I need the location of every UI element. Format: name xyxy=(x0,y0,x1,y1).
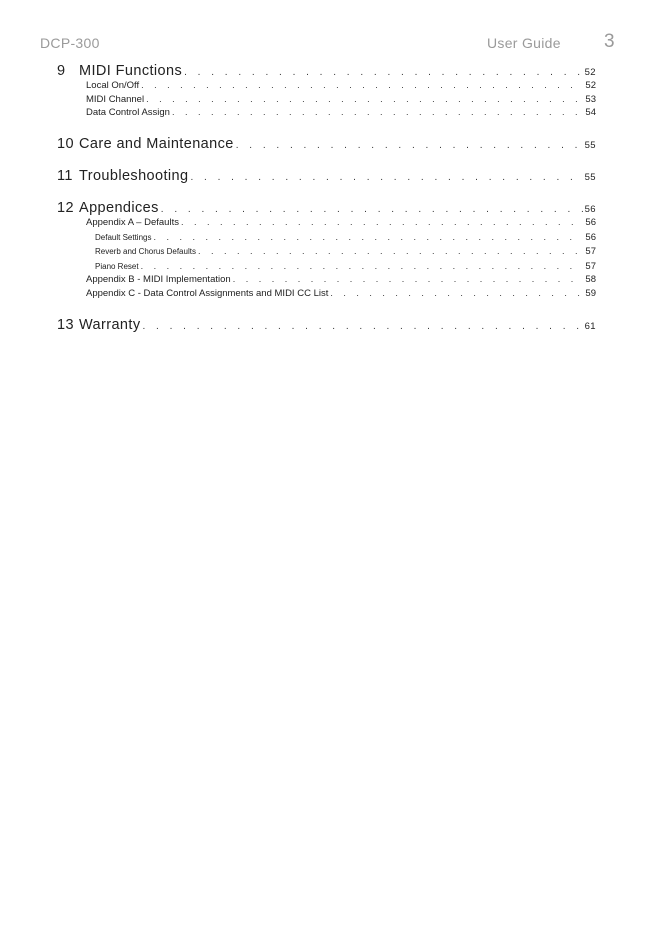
toc-page-number: 58 xyxy=(585,274,596,285)
toc-entry-title: MIDI Channel xyxy=(86,94,145,105)
toc-leader-dots xyxy=(190,172,582,183)
toc-leader-dots xyxy=(236,140,583,151)
toc-page-number: 55 xyxy=(584,172,596,183)
header-product-name: DCP-300 xyxy=(40,35,100,51)
toc-entry-title: Troubleshooting xyxy=(79,168,189,184)
toc-leader-dots xyxy=(198,246,583,256)
toc-entry-title: Default Settings xyxy=(95,233,152,242)
toc-entry-title: Warranty xyxy=(79,317,141,333)
toc-entry-appendix-b-midi-implementation[interactable] xyxy=(86,274,596,287)
toc-leader-dots xyxy=(142,321,582,332)
toc-section-number: 10 xyxy=(57,136,74,152)
toc-entry-reverb-and-chorus-defaults[interactable] xyxy=(95,246,596,258)
toc-entry-troubleshooting[interactable] xyxy=(57,168,596,188)
toc-section-number: 11 xyxy=(57,168,73,184)
header-page-number: 3 xyxy=(604,31,615,52)
toc-page-number: 56 xyxy=(585,232,596,243)
header-document-title: User Guide xyxy=(487,35,561,51)
toc-page-number: 57 xyxy=(585,261,596,272)
toc-entry-data-control-assign[interactable] xyxy=(86,107,596,120)
toc-entry-care-and-maintenance[interactable] xyxy=(57,136,596,156)
toc-page-number: 55 xyxy=(584,140,596,151)
toc-entry-title: MIDI Functions xyxy=(79,63,183,79)
toc-entry-appendix-a-defaults[interactable] xyxy=(86,217,596,230)
toc-page-number: 57 xyxy=(585,246,596,257)
toc-page-number: 52 xyxy=(585,80,596,91)
toc-entry-title: Appendix C - Data Control Assignments and MIDI CC List xyxy=(86,288,329,299)
toc-page-number: 53 xyxy=(585,94,596,105)
toc-section-number: 9 xyxy=(57,63,66,79)
toc-entry-title: Reverb and Chorus Defaults xyxy=(95,247,196,256)
toc-entry-midi-channel[interactable] xyxy=(86,94,596,107)
toc-page-number: 56 xyxy=(584,204,596,215)
toc-entry-appendix-c-data-control[interactable] xyxy=(86,288,596,301)
toc-entry-local-on-off[interactable] xyxy=(86,80,596,93)
toc-leader-dots xyxy=(172,107,583,117)
toc-entry-title: Appendix B - MIDI Implementation xyxy=(86,274,231,285)
toc-page-number: 56 xyxy=(585,217,596,228)
toc-leader-dots xyxy=(184,67,583,78)
toc-entry-default-settings[interactable] xyxy=(95,232,596,244)
toc-section-number: 12 xyxy=(57,200,74,216)
toc-page-number: 52 xyxy=(584,67,596,78)
toc-entry-title: Appendix A – Defaults xyxy=(86,217,179,228)
toc-leader-dots xyxy=(141,80,583,90)
toc-entry-title: Appendices xyxy=(79,200,159,216)
toc-leader-dots xyxy=(141,261,584,271)
toc-entry-title: Care and Maintenance xyxy=(79,136,234,152)
toc-page-number: 61 xyxy=(584,321,596,332)
toc-section-number: 13 xyxy=(57,317,74,333)
toc-entry-warranty[interactable] xyxy=(57,317,596,337)
toc-page-number: 54 xyxy=(585,107,596,118)
toc-leader-dots xyxy=(330,288,583,298)
toc-leader-dots xyxy=(146,94,583,104)
toc-leader-dots xyxy=(153,232,583,242)
toc-entry-title: Data Control Assign xyxy=(86,107,170,118)
toc-leader-dots xyxy=(181,217,583,227)
toc-entry-title: Piano Reset xyxy=(95,262,139,271)
toc-entry-piano-reset[interactable] xyxy=(95,261,596,273)
toc-leader-dots xyxy=(233,274,584,284)
toc-entry-title: Local On/Off xyxy=(86,80,140,91)
toc-page-number: 59 xyxy=(585,288,596,299)
toc-leader-dots xyxy=(161,204,583,215)
